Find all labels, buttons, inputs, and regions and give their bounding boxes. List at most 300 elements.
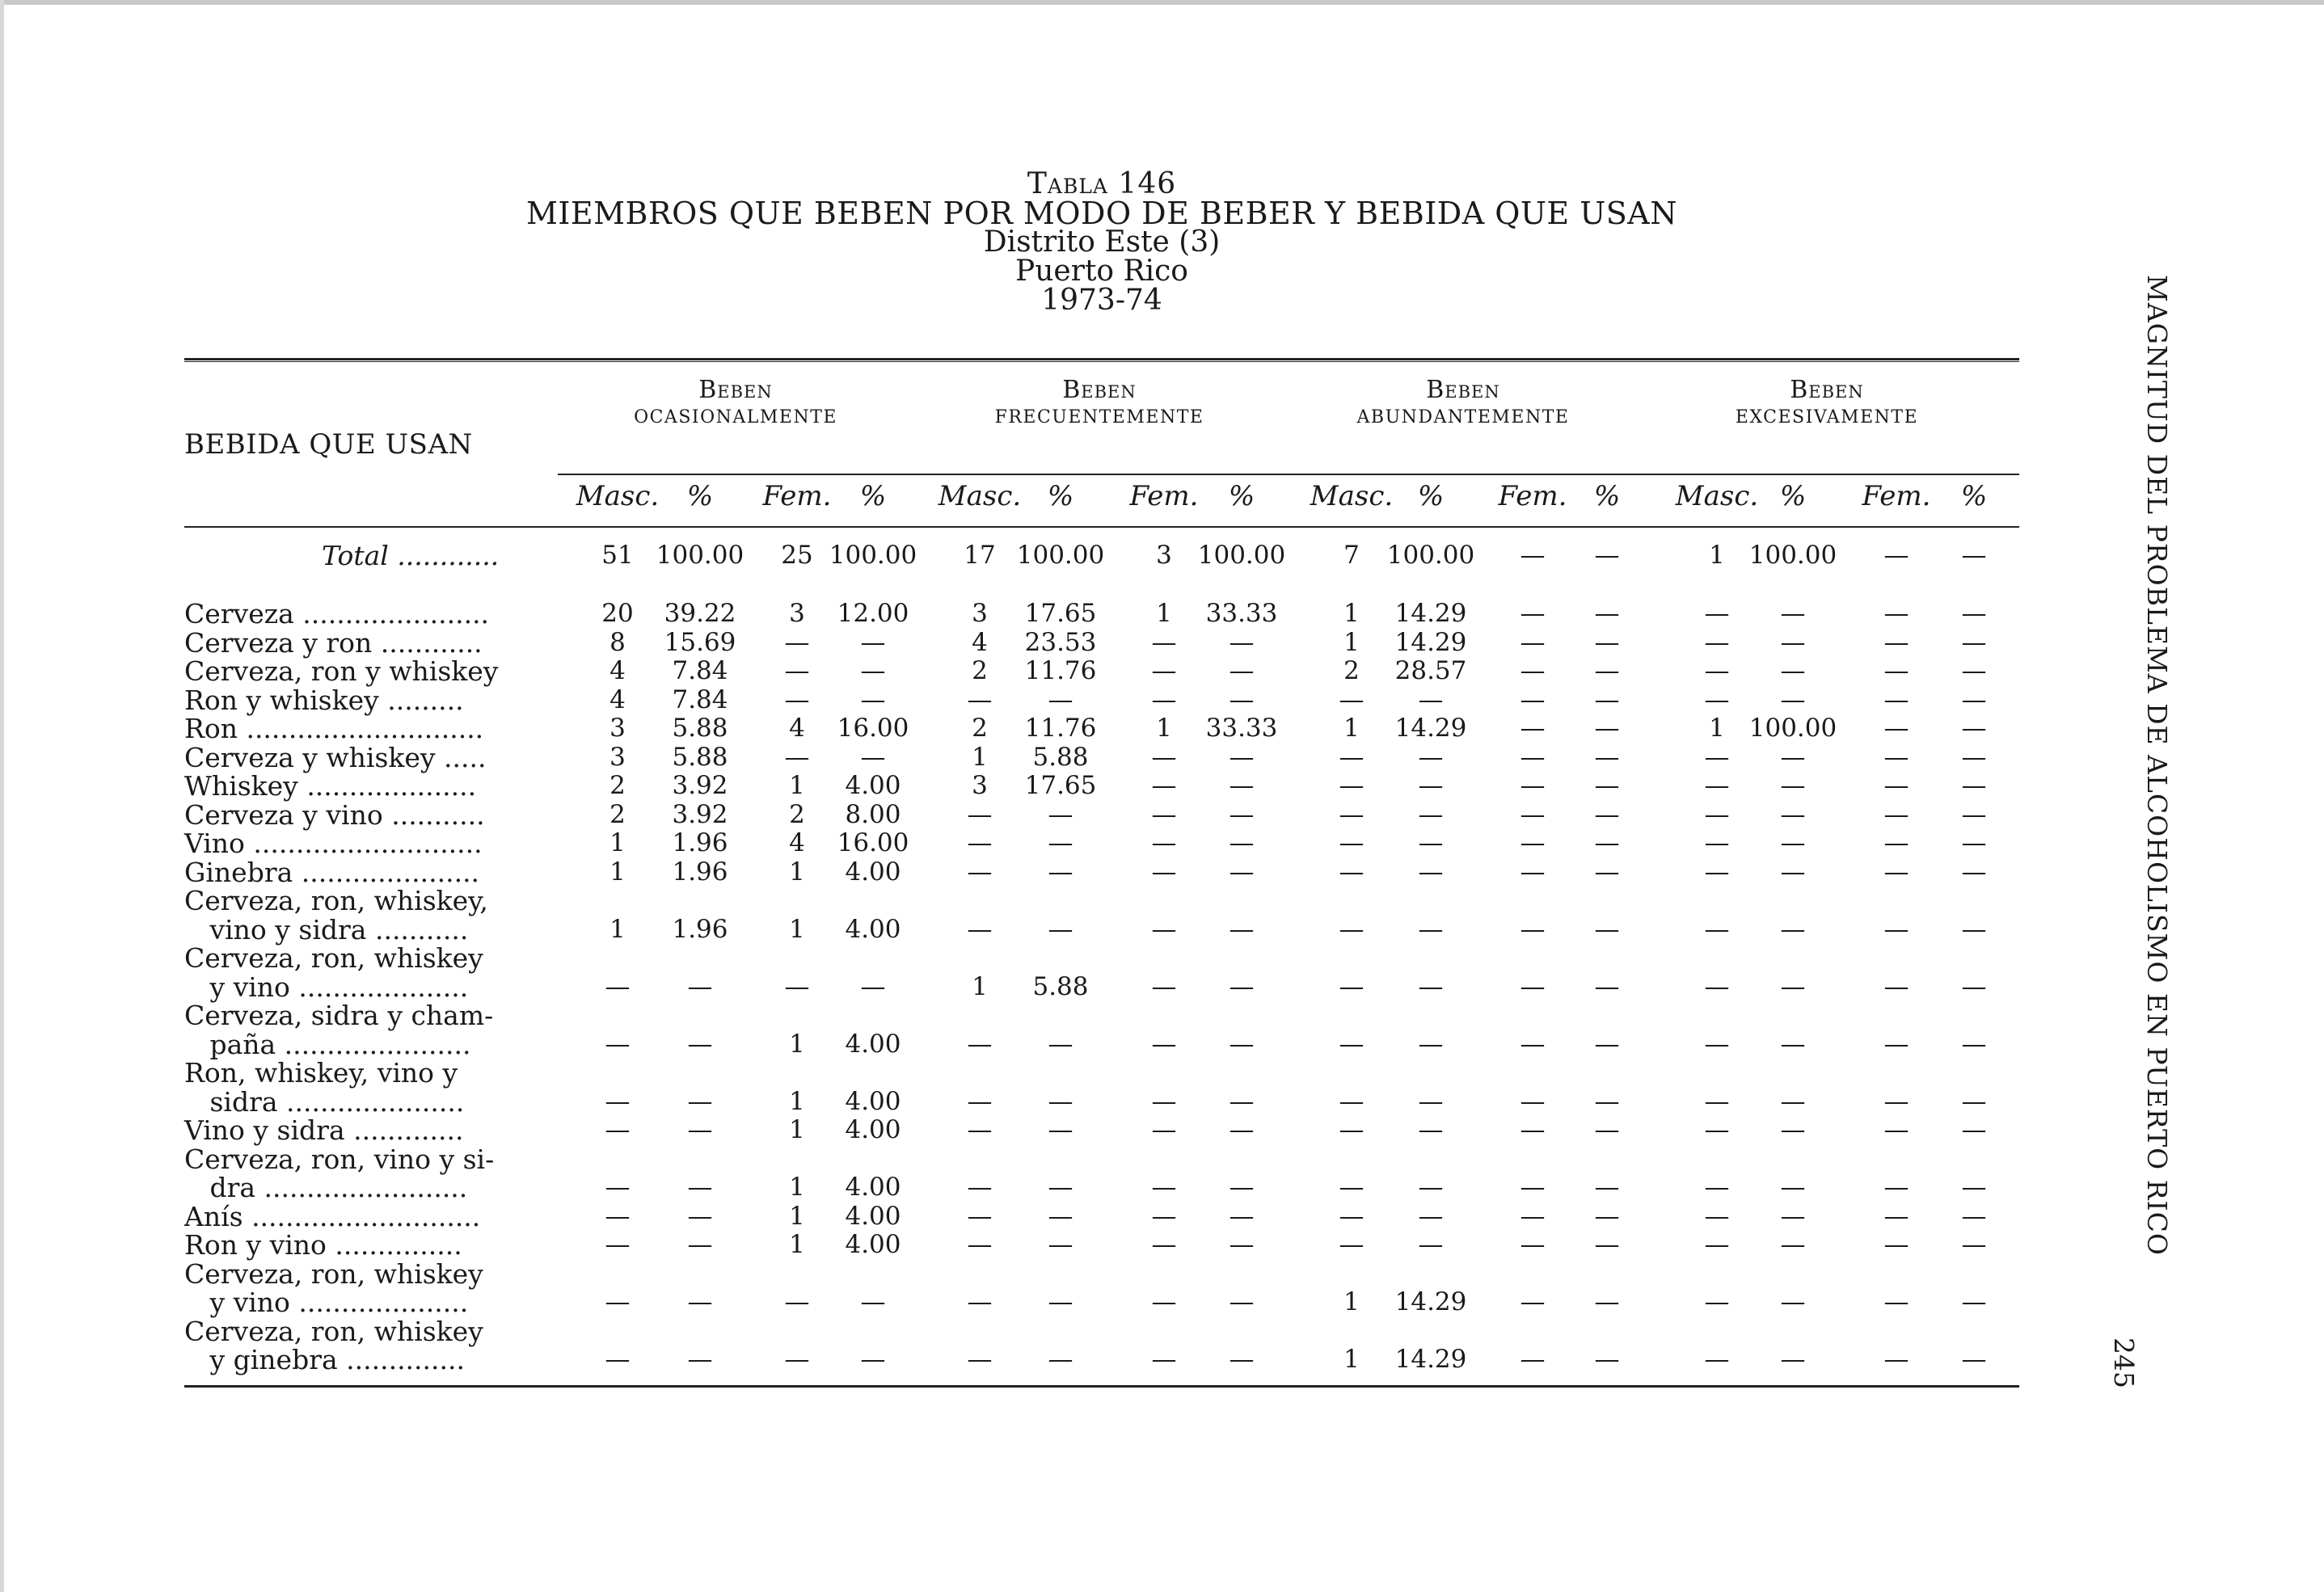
table-cell: — [1594,1287,1620,1316]
subheader-cell: Fem. [1129,480,1199,512]
row-label: y ginebra .............. [184,1344,465,1375]
table-cell: — [1229,1086,1255,1116]
table-cell: — [1780,684,1806,714]
table-cell: — [1151,684,1177,714]
table-cell: — [1961,1115,1987,1144]
table-cell: — [1883,714,1909,743]
subheader-cell: Masc. [938,480,1022,512]
table-cell: — [1418,828,1444,857]
table-cell: — [1780,1086,1806,1116]
table-cell: — [1229,656,1255,685]
table-cell: 4 [609,656,626,685]
header-bottom-rule [184,526,2019,528]
table-cell: — [1883,1115,1909,1144]
table-cell: 11.76 [1024,656,1097,685]
table-cell: 4.00 [845,1230,901,1259]
table-cell: — [1883,828,1909,857]
table-cell: 1 [1156,714,1172,743]
table-label: Tabla 146 [1027,167,1177,200]
table-cell: — [605,1230,631,1259]
table-cell: — [1961,971,1987,1001]
total-row-label: Total ............ [322,540,500,571]
table-cell: — [1961,599,1987,628]
row-label: Vino y sidra ............. [184,1114,464,1146]
total-cell: 3 [1156,541,1172,570]
table-cell: — [967,1115,993,1144]
table-cell: 8.00 [845,799,901,829]
table-cell: — [784,1345,810,1374]
table-cell: — [1704,684,1730,714]
table-cell: — [1151,828,1177,857]
table-cell: — [1418,857,1444,887]
subheader-cell: % [1047,480,1074,512]
table-cell: — [1704,1086,1730,1116]
row-label: Ron y vino ............... [184,1229,462,1261]
table-cell: — [1883,914,1909,944]
table-cell: 3 [789,599,805,628]
table-cell: 3 [609,742,626,772]
table-cell: — [605,1201,631,1231]
table-cell: — [1339,771,1364,800]
table-cell: 14.29 [1394,627,1467,657]
table-cell: — [1961,714,1987,743]
subheader-cell: Masc. [1310,480,1394,512]
table-cell: — [1339,1029,1364,1059]
table-cell: — [605,1345,631,1374]
table-cell: — [1961,1086,1987,1116]
table-cell: — [1704,799,1730,829]
period-line: 1973-74 [1041,284,1162,317]
table-cell: — [1594,742,1620,772]
total-cell: 25 [781,541,813,570]
table-cell: 4.00 [845,1086,901,1116]
table-cell: 3 [972,771,988,800]
table-cell: — [1418,1201,1444,1231]
running-title: MAGNITUD DEL PROBLEMA DE ALCOHOLISMO EN PUERTO RICO [2141,275,2173,1256]
table-cell: — [1520,1345,1546,1374]
table-cell: 16.00 [837,714,909,743]
table-cell: — [1780,1173,1806,1202]
table-cell: — [1520,771,1546,800]
table-cell: — [1704,971,1730,1001]
table-cell: — [1594,1201,1620,1231]
table-cell: — [1594,799,1620,829]
table-cell: — [1229,1287,1255,1316]
table-cell: — [1594,1029,1620,1059]
table-cell: 4 [609,684,626,714]
table-cell: — [1520,971,1546,1001]
table-cell: — [687,1287,713,1316]
row-label: Cerveza, ron, whiskey, [184,885,488,916]
table-cell: — [1704,1287,1730,1316]
country-line: Puerto Rico [1015,255,1188,288]
table-cell: — [860,1287,886,1316]
table-cell: — [1883,857,1909,887]
row-label: y vino .................... [184,1287,469,1318]
table-cell: — [1704,742,1730,772]
table-cell: — [1883,799,1909,829]
table-cell: 1 [789,1230,805,1259]
total-cell: 100.00 [1748,541,1837,570]
table-cell: — [1594,1173,1620,1202]
table-cell: 14.29 [1394,1345,1467,1374]
table-title: MIEMBROS QUE BEBEN POR MODO DE BEBER Y BEBIDA QUE USAN [525,196,1677,231]
table-cell: — [1704,828,1730,857]
row-label: Ron y whiskey ......... [184,684,464,716]
row-label: Anís ........................... [184,1200,481,1232]
table-cell: — [1520,1173,1546,1202]
table-cell: — [784,627,810,657]
table-cell: — [1961,799,1987,829]
table-cell: 1 [1709,714,1725,743]
table-cell: 33.33 [1205,714,1278,743]
table-cell: — [1229,1173,1255,1202]
table-cell: 33.33 [1205,599,1278,628]
total-cell: 100.00 [829,541,917,570]
subheader-cell: % [686,480,714,512]
subheader-cell: Fem. [1862,480,1931,512]
row-label: Cerveza ...................... [184,598,490,630]
table-cell: 2 [972,714,988,743]
row-label: sidra ..................... [184,1085,465,1118]
table-cell: — [1151,656,1177,685]
table-cell: — [784,656,810,685]
table-cell: 100.00 [1748,714,1837,743]
table-cell: — [860,742,886,772]
table-cell: — [1048,914,1073,944]
table-cell: 1.96 [672,828,728,857]
table-cell: — [1229,1230,1255,1259]
table-cell: — [860,1345,886,1374]
table-cell: — [1520,857,1546,887]
table-cell: — [967,1086,993,1116]
row-label: dra ........................ [184,1172,468,1203]
table-cell: — [1704,1345,1730,1374]
table-cell: — [605,1029,631,1059]
table-cell: 1 [789,1115,805,1144]
table-cell: — [1883,684,1909,714]
row-label: Cerveza, ron y whiskey [184,655,499,687]
table-cell: — [1229,1115,1255,1144]
table-cell: — [1418,1086,1444,1116]
table-cell: — [1883,771,1909,800]
table-cell: 5.88 [1032,971,1089,1001]
table-cell: — [967,1173,993,1202]
table-cell: — [1151,627,1177,657]
table-cell: — [967,1287,993,1316]
table-cell: 3.92 [672,771,728,800]
table-cell: 23.53 [1024,627,1097,657]
table-cell: — [1594,857,1620,887]
table-cell: — [1048,1173,1073,1202]
subheader-cell: % [1228,480,1255,512]
table-cell: — [1704,1230,1730,1259]
table-cell: 14.29 [1394,599,1467,628]
table-cell: — [1048,1345,1073,1374]
table-cell: — [1339,828,1364,857]
table-cell: — [1151,1029,1177,1059]
table-cell: — [1229,799,1255,829]
table-cell: — [1520,627,1546,657]
table-cell: — [1520,599,1546,628]
table-cell: 1 [1343,714,1360,743]
table-cell: — [1883,1086,1909,1116]
table-cell: — [1339,1230,1364,1259]
table-cell: — [1048,1029,1073,1059]
table-cell: — [967,857,993,887]
table-cell: 5.88 [1032,742,1089,772]
row-label: Ron, whiskey, vino y [184,1057,458,1089]
top-rule-thin [184,361,2019,362]
table-cell: 12.00 [837,599,909,628]
table-cell: — [1339,1115,1364,1144]
table-cell: — [1339,1173,1364,1202]
table-cell: — [1961,1201,1987,1231]
table-cell: 5.88 [672,742,728,772]
table-cell: — [1961,656,1987,685]
table-cell: — [1151,1173,1177,1202]
table-cell: — [1151,914,1177,944]
bottom-rule [184,1385,2019,1388]
group-header-abundantemente: Beben ABUNDANTEMENTE [1356,376,1570,427]
table-cell: — [1520,684,1546,714]
table-cell: — [1229,828,1255,857]
row-label: Whiskey .................... [184,770,477,802]
total-cell: 100.00 [1386,541,1475,570]
table-cell: 1 [1156,599,1172,628]
table-cell: 3 [609,714,626,743]
table-cell: — [1520,828,1546,857]
table-cell: — [784,971,810,1001]
table-cell: — [1418,771,1444,800]
table-cell: — [687,1345,713,1374]
page-number: 245 [2108,1337,2140,1388]
table-cell: 1 [789,1029,805,1059]
row-label: Vino ........................... [184,828,483,859]
table-cell: 1 [609,914,626,944]
table-cell: — [1780,742,1806,772]
row-label: paña ...................... [184,1028,471,1060]
table-cell: — [1048,1201,1073,1231]
table-cell: 4 [789,828,805,857]
table-cell: — [1704,914,1730,944]
table-cell: — [1520,1287,1546,1316]
table-cell: — [1229,627,1255,657]
table-cell: — [1339,914,1364,944]
group-header-ocasionalmente: Beben OCASIONALMENTE [634,376,837,427]
total-cell: 17 [964,541,996,570]
table-cell: — [1151,971,1177,1001]
total-cell: 100.00 [1016,541,1105,570]
table-cell: — [687,1029,713,1059]
table-cell: — [784,742,810,772]
table-cell: — [1780,971,1806,1001]
table-cell: — [1704,656,1730,685]
table-cell: — [967,828,993,857]
table-cell: — [1418,914,1444,944]
table-cell: 17.65 [1024,599,1097,628]
table-cell: 4.00 [845,1115,901,1144]
table-cell: 5.88 [672,714,728,743]
table-cell: — [1520,1086,1546,1116]
table-cell: — [1594,771,1620,800]
table-cell: — [1048,799,1073,829]
row-label: Cerveza y whiskey ..... [184,741,487,773]
table-cell: — [1961,1287,1987,1316]
table-cell: — [1520,1029,1546,1059]
table-cell: 2 [789,799,805,829]
total-cell: — [1883,541,1909,570]
table-cell: 3 [972,599,988,628]
table-cell: — [1151,742,1177,772]
table-cell: — [605,1287,631,1316]
table-cell: — [605,971,631,1001]
table-cell: 14.29 [1394,1287,1467,1316]
table-cell: — [1229,1029,1255,1059]
subheader-cell: Masc. [1675,480,1759,512]
subheader-cell: % [1779,480,1807,512]
total-cell: — [1961,541,1987,570]
table-cell: — [860,627,886,657]
table-cell: 1 [789,771,805,800]
table-cell: — [1594,828,1620,857]
table-cell: — [967,1201,993,1231]
table-cell: 2 [609,771,626,800]
table-cell: — [1780,1115,1806,1144]
table-cell: — [605,1115,631,1144]
subheader-cell: Masc. [576,480,660,512]
table-cell: — [1780,627,1806,657]
table-cell: — [1883,1345,1909,1374]
table-cell: 7.84 [672,684,728,714]
row-label: Ron ............................ [184,713,484,744]
page-edge-left [0,0,4,1592]
table-cell: — [1780,857,1806,887]
table-cell: — [1339,684,1364,714]
table-cell: — [1961,742,1987,772]
total-cell: 51 [601,541,634,570]
table-cell: — [1520,1115,1546,1144]
table-cell: — [1883,1029,1909,1059]
table-cell: 4.00 [845,771,901,800]
table-cell: — [1048,1287,1073,1316]
table-cell: — [1883,1201,1909,1231]
table-cell: — [1339,1201,1364,1231]
table-cell: 15.69 [664,627,736,657]
table-cell: 1 [609,828,626,857]
table-cell: — [1151,1086,1177,1116]
table-cell: — [1704,1029,1730,1059]
table-cell: 1 [1343,627,1360,657]
table-cell: — [1883,1173,1909,1202]
table-cell: — [1594,914,1620,944]
table-cell: — [1048,1230,1073,1259]
table-cell: — [1961,684,1987,714]
district-line: Distrito Este (3) [983,225,1221,259]
row-label: vino y sidra ........... [184,913,469,946]
table-cell: — [1961,1345,1987,1374]
table-cell: — [1594,971,1620,1001]
table-cell: 1 [972,742,988,772]
table-cell: — [1594,599,1620,628]
table-cell: — [687,1086,713,1116]
table-cell: — [1418,1029,1444,1059]
table-cell: 1 [609,857,626,887]
table-cell: — [1418,684,1444,714]
table-cell: — [1780,1287,1806,1316]
table-cell: — [1151,799,1177,829]
table-cell: 4.00 [845,1173,901,1202]
table-cell: — [860,656,886,685]
table-cell: — [1594,1086,1620,1116]
table-cell: — [1594,627,1620,657]
group-header-excesivamente: Beben EXCESIVAMENTE [1735,376,1919,427]
row-label: Cerveza, ron, whiskey [184,1315,483,1347]
table-cell: — [1780,914,1806,944]
table-cell: — [1780,1345,1806,1374]
total-cell: 1 [1709,541,1725,570]
row-label: y vino .................... [184,971,469,1003]
table-cell: 4.00 [845,1029,901,1059]
table-cell: — [687,1230,713,1259]
table-cell: — [784,1287,810,1316]
table-cell: — [1780,599,1806,628]
table-cell: 1.96 [672,914,728,944]
table-cell: — [1229,971,1255,1001]
table-cell: — [967,799,993,829]
table-cell: 1 [789,857,805,887]
row-label: Cerveza, ron, whiskey [184,1257,483,1290]
table-cell: — [1883,627,1909,657]
table-cell: — [1520,714,1546,743]
table-cell: — [1594,1115,1620,1144]
table-cell: — [1048,1086,1073,1116]
table-cell: 4.00 [845,1201,901,1231]
table-cell: — [1229,857,1255,887]
table-cell: 1 [972,971,988,1001]
table-cell: — [1151,857,1177,887]
table-cell: 39.22 [664,599,736,628]
table-cell: — [1048,857,1073,887]
table-cell: — [1961,627,1987,657]
table-cell: — [1780,1029,1806,1059]
table-cell: 1 [789,1173,805,1202]
table-cell: — [1883,1230,1909,1259]
table-cell: — [1883,1287,1909,1316]
table-cell: — [1048,828,1073,857]
subheader-cell: % [1593,480,1621,512]
table-cell: — [1961,771,1987,800]
table-cell: — [784,684,810,714]
table-cell: — [1048,1115,1073,1144]
table-cell: — [1520,1201,1546,1231]
table-cell: 28.57 [1394,656,1467,685]
table-cell: — [687,1173,713,1202]
table-cell: — [1229,1201,1255,1231]
table-cell: 4 [972,627,988,657]
table-cell: — [1780,1201,1806,1231]
table-cell: — [1418,1115,1444,1144]
table-cell: — [687,1201,713,1231]
table-cell: — [687,1115,713,1144]
table-cell: 17.65 [1024,771,1097,800]
row-label: Cerveza, sidra y cham- [184,1000,494,1031]
table-cell: 20 [601,599,634,628]
table-cell: — [1961,828,1987,857]
total-cell: 100.00 [656,541,744,570]
row-label: Cerveza y ron ............ [184,626,483,659]
total-cell: — [1520,541,1546,570]
